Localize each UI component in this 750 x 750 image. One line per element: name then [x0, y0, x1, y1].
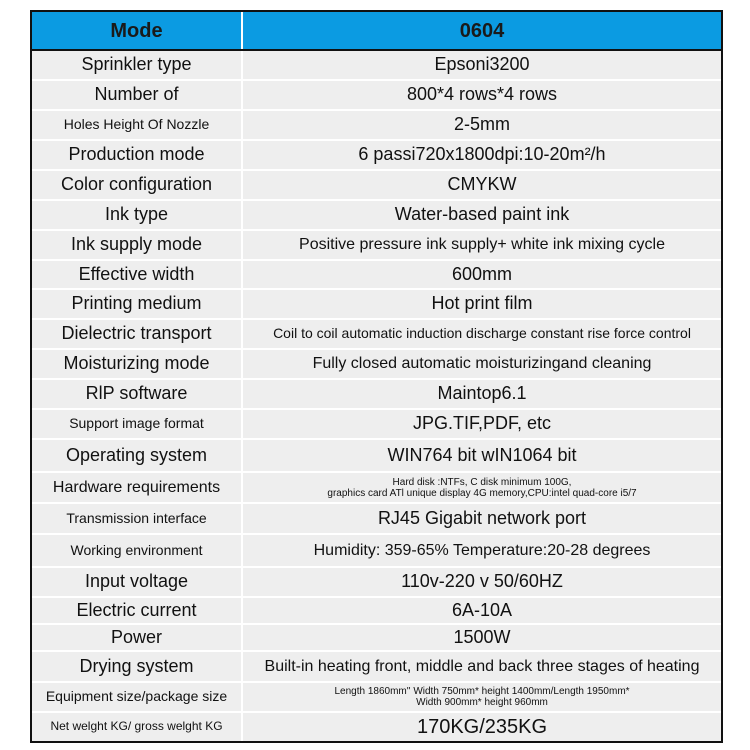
table-row [32, 713, 721, 741]
row-label: Holes Height Of Nozzle [32, 111, 243, 139]
row-value: Maintop6.1 [437, 383, 527, 404]
row-label: Equipment size/package size [32, 683, 243, 711]
table-header-row [32, 12, 721, 51]
row-value [243, 473, 721, 502]
table-row [32, 440, 721, 473]
table-row [32, 320, 721, 350]
row-value: WIN764 bit wIN1064 bit [387, 444, 577, 465]
table-row [32, 171, 721, 201]
row-label: Moisturizing mode [32, 350, 243, 378]
row-label: Printing medium [32, 290, 243, 318]
row-label: Number of [32, 81, 243, 109]
row-value-line: Hard disk :NTFs, C disk minimum 100G, [392, 476, 572, 488]
row-value: 6A-10A [451, 599, 513, 620]
row-value: Humidity: 359-65% Temperature:20-28 degrees [313, 541, 651, 559]
table-row [32, 652, 721, 683]
row-value: 1500W [453, 626, 511, 647]
table-row [32, 141, 721, 171]
row-value-line: graphics card ATl unique display 4G memory,CPU:intel quad-core i5/7 [327, 487, 637, 499]
row-value-line: Width 900mm* height 960mm [416, 697, 548, 708]
row-value: 600mm [451, 263, 513, 284]
table-row [32, 350, 721, 380]
table-row [32, 51, 721, 81]
row-label: Net welght KG/ gross welght KG [32, 713, 243, 741]
header-value: 0604 [459, 19, 505, 42]
row-value-line: Length 1860mm'' Width 750mm* height 1400mm/Length 1950mm* [334, 686, 630, 697]
row-value: Epsoni3200 [434, 54, 530, 75]
table-row [32, 683, 721, 713]
row-value: RJ45 Gigabit network port [377, 507, 587, 528]
row-value: Water-based paint ink [394, 204, 570, 225]
table-row [32, 261, 721, 290]
row-value: Hot print film [431, 293, 533, 314]
header-label: Mode [32, 12, 243, 49]
table-row [32, 290, 721, 320]
row-label: Operating system [32, 440, 243, 471]
row-value: 2-5mm [453, 114, 510, 135]
row-value: 110v-220 v 50/60HZ [401, 571, 563, 592]
row-label: Electric current [32, 598, 243, 623]
row-label: Working environment [32, 535, 243, 566]
row-value: 170KG/235KG [416, 716, 548, 738]
row-value: Built-in heating front, middle and back three stages of heating [264, 657, 700, 675]
table-row [32, 504, 721, 535]
table-row [32, 535, 721, 568]
row-label: Production mode [32, 141, 243, 169]
table-row [32, 111, 721, 141]
row-value: Coil to coil automatic induction discharge constant rise force control [273, 325, 691, 342]
row-value: 6 passi720x1800dpi:10-20m²/h [358, 144, 606, 165]
table-row [32, 410, 721, 440]
row-label: Color configuration [32, 171, 243, 199]
table-row [32, 231, 721, 261]
row-label: Input voltage [32, 568, 243, 596]
row-label: Ink supply mode [32, 231, 243, 259]
row-label: RlP software [32, 380, 243, 408]
table-row [32, 598, 721, 625]
row-value: JPG.TIF,PDF, etc [412, 413, 552, 434]
row-label: Sprinkler type [32, 51, 243, 79]
row-value: CMYKW [447, 174, 517, 195]
row-label: Transmission interface [32, 504, 243, 533]
row-label: Ink type [32, 201, 243, 229]
table-row [32, 201, 721, 231]
row-label: Power [32, 625, 243, 650]
row-value: 800*4 rows*4 rows [406, 84, 558, 105]
table-row [32, 81, 721, 111]
row-value [243, 683, 721, 711]
row-label: Drying system [32, 652, 243, 681]
table-row [32, 625, 721, 652]
row-label: Effective width [32, 261, 243, 288]
row-label: Hardware requirements [32, 473, 243, 502]
table-row [32, 568, 721, 598]
row-label: Dielectric transport [32, 320, 243, 348]
row-label: Support image format [32, 410, 243, 438]
table-row [32, 380, 721, 410]
spec-table [30, 10, 723, 743]
row-value: Fully closed automatic moisturizingand cleaning [312, 355, 652, 373]
table-row [32, 473, 721, 504]
row-value: Positive pressure ink supply+ white ink mixing cycle [299, 236, 665, 254]
